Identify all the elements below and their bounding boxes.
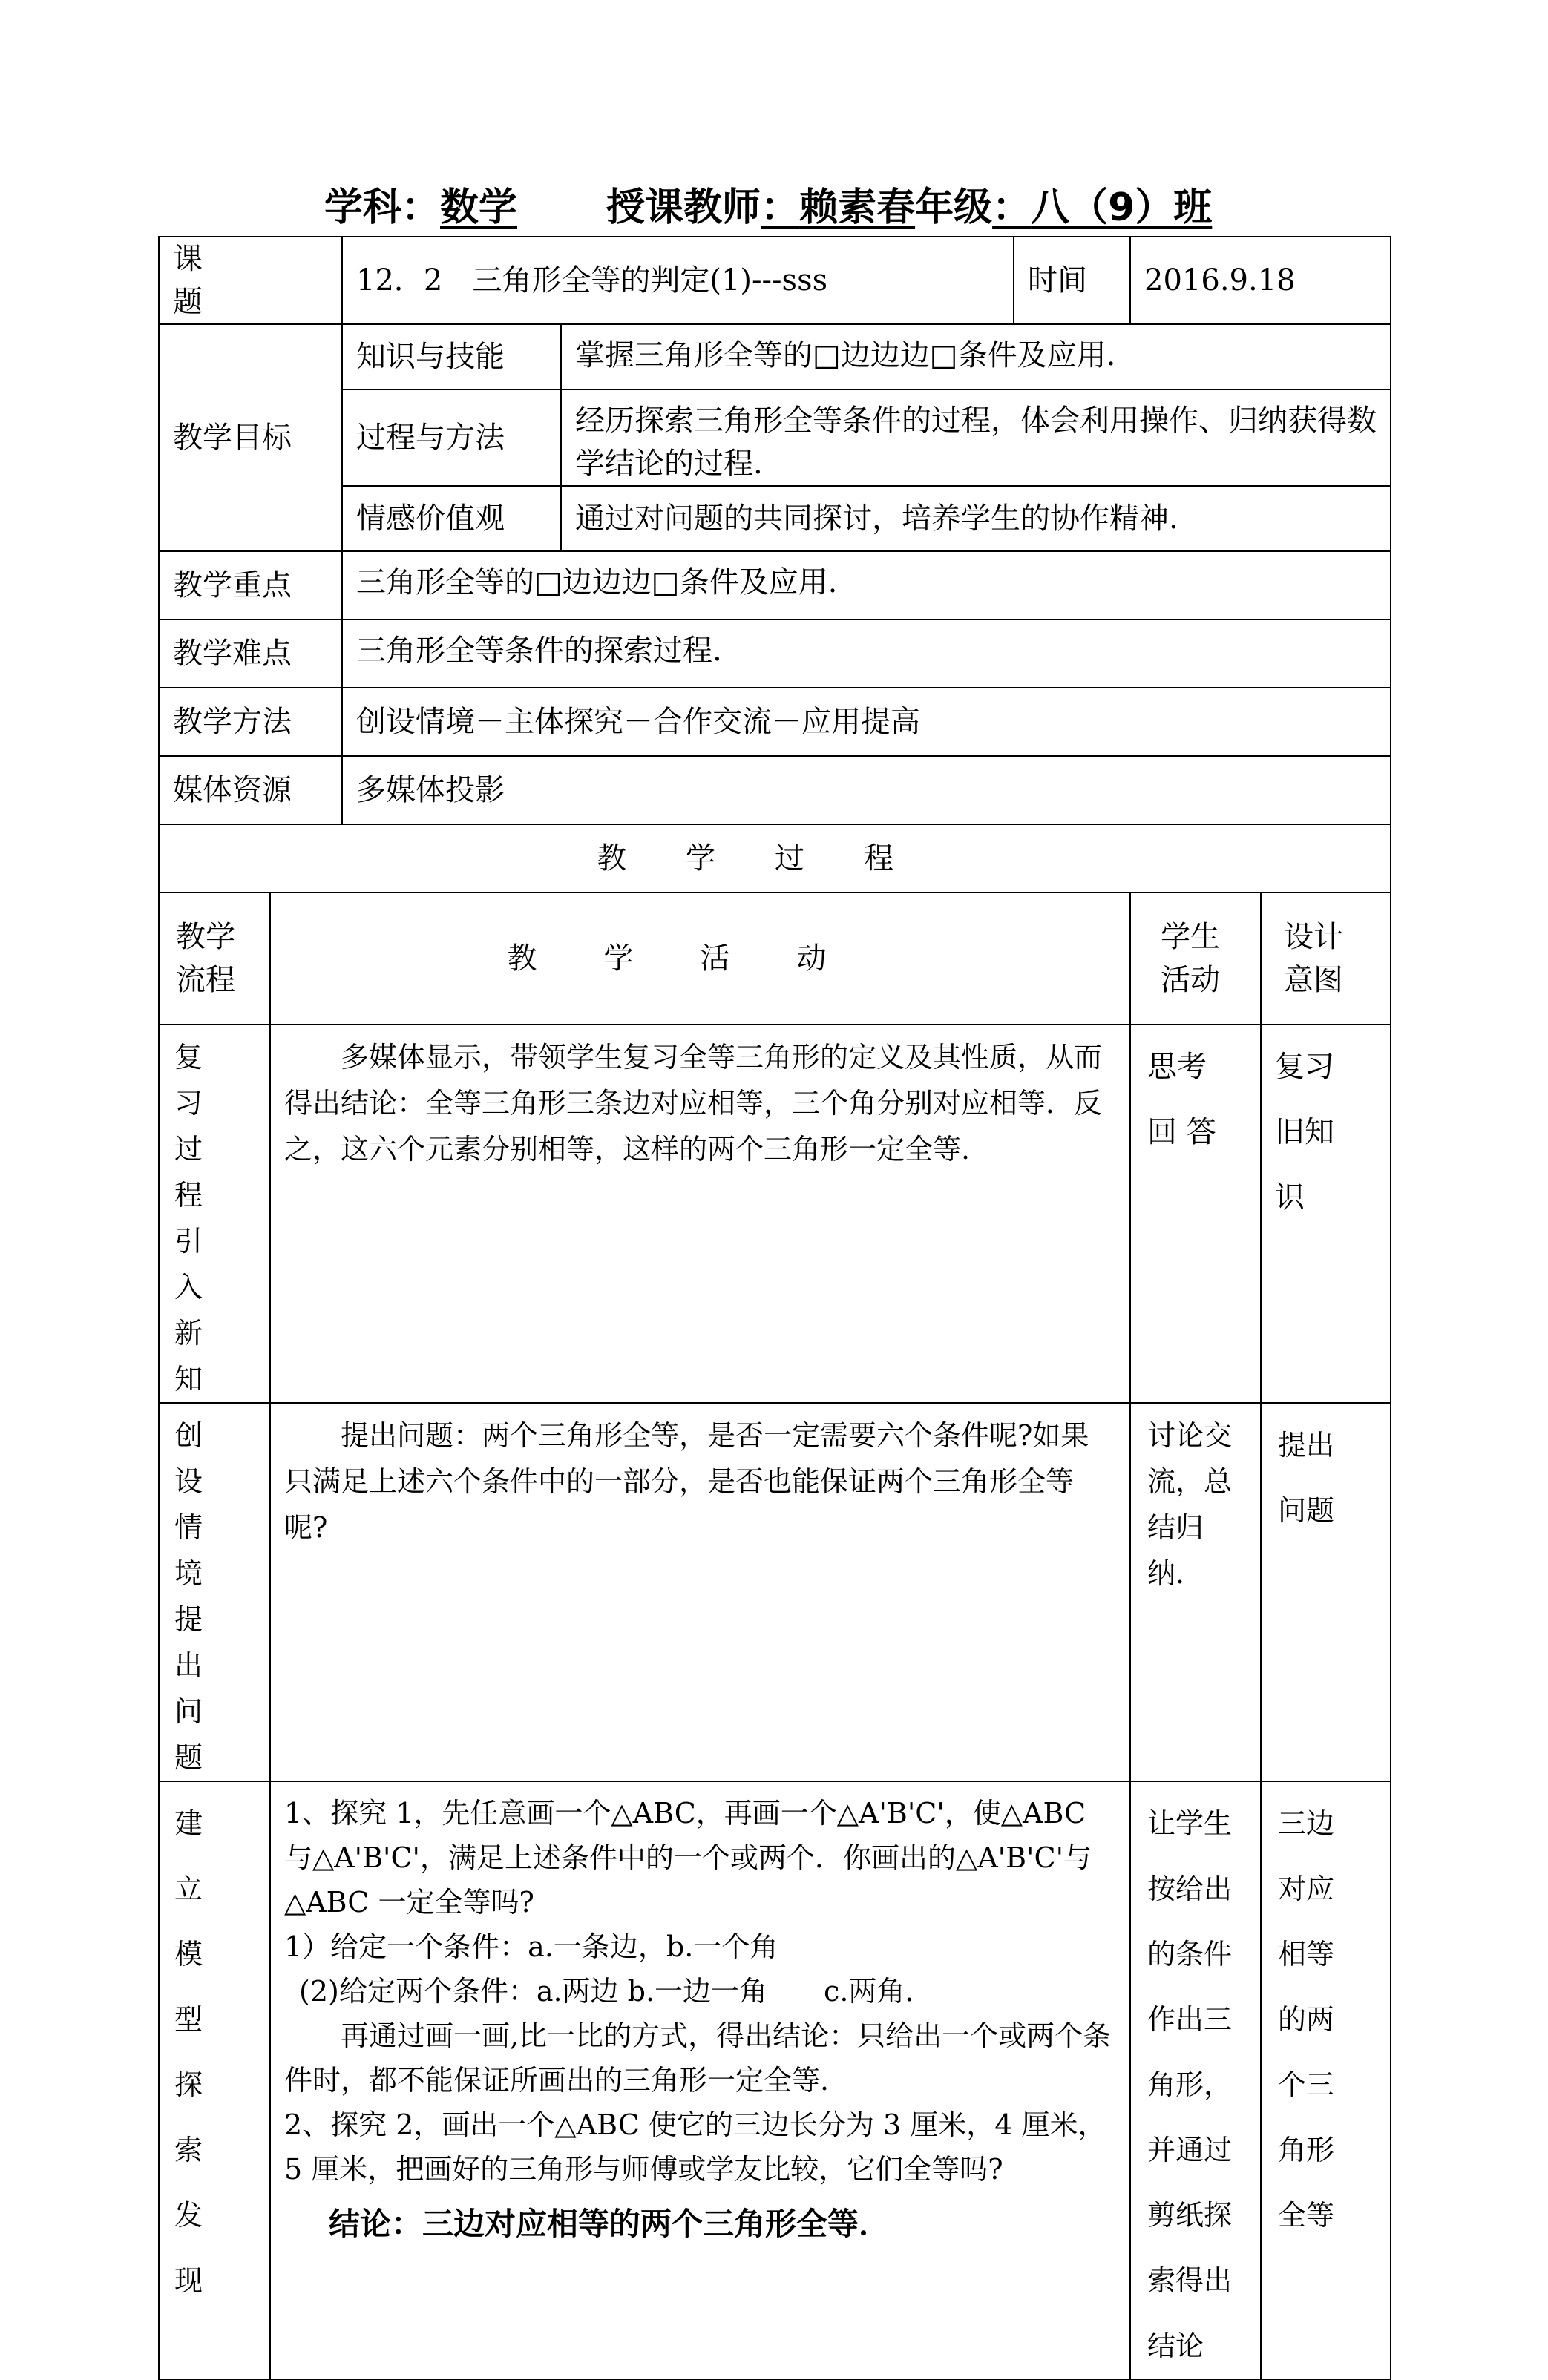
process-header-row bbox=[159, 892, 1391, 1025]
activity-paragraph: 1、探究 1，先任意画一个△ABC，再画一个△A'B'C'，使△ABC 与△A'B'C'，满足上述条件中的一个或两个．你画出的△A'B'C'与△ABC 一定全等吗? bbox=[284, 1797, 1092, 1919]
objectives-label: 教学目标 bbox=[159, 324, 342, 551]
key-point-label: 教学重点 bbox=[159, 551, 342, 619]
media-row bbox=[159, 756, 1391, 824]
flow-cell: 建立模型探索发现 bbox=[159, 1781, 270, 2379]
objective-text: 经历探索三角形全等条件的过程，体会利用操作、归纳获得数学结论的过程. bbox=[561, 389, 1391, 486]
method-label: 教学方法 bbox=[159, 688, 342, 756]
lesson-header bbox=[324, 182, 1363, 241]
student-cell: 让学生按给出的条件作出三角形，并通过剪纸探索得出结论 bbox=[1130, 1781, 1261, 2379]
topic-value: 12．2 三角形全等的判定(1)---sss bbox=[342, 237, 1014, 324]
col-design-header: 设计意图 bbox=[1261, 892, 1391, 1025]
difficulty-text: 三角形全等条件的探索过程. bbox=[342, 619, 1391, 688]
objective-name: 过程与方法 bbox=[342, 389, 561, 486]
key-point-text: 三角形全等的□边边边□条件及应用. bbox=[342, 551, 1391, 619]
process-row-review bbox=[159, 1025, 1391, 1403]
design-cell: 三边对应相等的两个三角形全等 bbox=[1261, 1781, 1391, 2379]
activity-paragraph: 2、探究 2，画出一个△ABC 使它的三边长分为 3 厘米，4 厘米，5 厘米，把画好的三角形与师傅或学友比较，它们全等吗? bbox=[284, 2108, 1106, 2186]
lesson-plan-table bbox=[158, 236, 1391, 2380]
objective-text: 通过对问题的共同探讨，培养学生的协作精神. bbox=[561, 486, 1391, 551]
method-text: 创设情境－主体探究－合作交流－应用提高 bbox=[342, 688, 1391, 756]
teacher-value: 赖素春 bbox=[799, 185, 916, 230]
col-activity-header: 教学活动 bbox=[270, 892, 1130, 1025]
process-row-model bbox=[159, 1781, 1391, 2379]
media-label: 媒体资源 bbox=[159, 756, 342, 824]
flow-cell: 创设情境提出问题 bbox=[159, 1403, 270, 1781]
subject-label: 学科： bbox=[324, 185, 441, 230]
activity-cell bbox=[270, 1781, 1130, 2379]
subject-value: 数学 bbox=[440, 185, 518, 230]
flow-cell: 复习过程引入新知 bbox=[159, 1025, 270, 1403]
design-cell: 复习旧知识 bbox=[1261, 1025, 1391, 1403]
difficulty-row bbox=[159, 619, 1391, 688]
teacher-label: 授课教师 bbox=[606, 185, 761, 230]
activity-cell: 多媒体显示，带领学生复习全等三角形的定义及其性质，从而得出结论：全等三角形三条边对应相等，三个角分别对应相等．反之，这六个元素分别相等，这样的两个三角形一定全等. bbox=[270, 1025, 1130, 1403]
objective-name: 情感价值观 bbox=[342, 486, 561, 551]
grade-value: 八（9）班 bbox=[1031, 185, 1213, 230]
grade-label: 年级 bbox=[915, 185, 993, 230]
activity-paragraph: 1）给定一个条件：a.一条边，b.一个角 bbox=[284, 1930, 778, 1963]
objective-row-process bbox=[159, 389, 1391, 486]
difficulty-label: 教学难点 bbox=[159, 619, 342, 688]
process-row-situation bbox=[159, 1403, 1391, 1781]
activity-paragraph: 再通过画一画,比一比的方式，得出结论：只给出一个或两个条件时，都不能保证所画出的三角形一定全等. bbox=[284, 2019, 1112, 2097]
objective-name: 知识与技能 bbox=[342, 324, 561, 389]
media-text: 多媒体投影 bbox=[342, 756, 1391, 824]
method-row bbox=[159, 688, 1391, 756]
col-student-header: 学生活动 bbox=[1130, 892, 1261, 1025]
time-value: 2016.9.18 bbox=[1130, 237, 1391, 324]
grade-colon: ： bbox=[992, 185, 1032, 230]
objective-row-knowledge bbox=[159, 324, 1391, 389]
key-point-row bbox=[159, 551, 1391, 619]
activity-paragraph: (2)给定两个条件：a.两边 b.一边一角 c.两角． bbox=[299, 1975, 934, 2008]
time-label: 时间 bbox=[1014, 237, 1130, 324]
process-title-row bbox=[159, 824, 1391, 892]
activity-cell: 提出问题：两个三角形全等，是否一定需要六个条件呢?如果只满足上述六个条件中的一部分，是否也能保证两个三角形全等呢? bbox=[270, 1403, 1130, 1781]
col-flow-header: 教学流程 bbox=[159, 892, 270, 1025]
topic-label: 课 题 bbox=[159, 237, 342, 324]
student-cell: 思考回 答 bbox=[1130, 1025, 1261, 1403]
design-cell: 提出问题 bbox=[1261, 1403, 1391, 1781]
conclusion-text: 结论：三边对应相等的两个三角形全等． bbox=[329, 2206, 891, 2242]
topic-row bbox=[159, 237, 1391, 324]
process-title: 教学过程 bbox=[159, 824, 1391, 892]
objective-text: 掌握三角形全等的□边边边□条件及应用. bbox=[561, 324, 1391, 389]
student-cell: 讨论交流，总结归纳. bbox=[1130, 1403, 1261, 1781]
teacher-colon: ： bbox=[761, 185, 800, 230]
objective-row-emotion bbox=[159, 486, 1391, 551]
